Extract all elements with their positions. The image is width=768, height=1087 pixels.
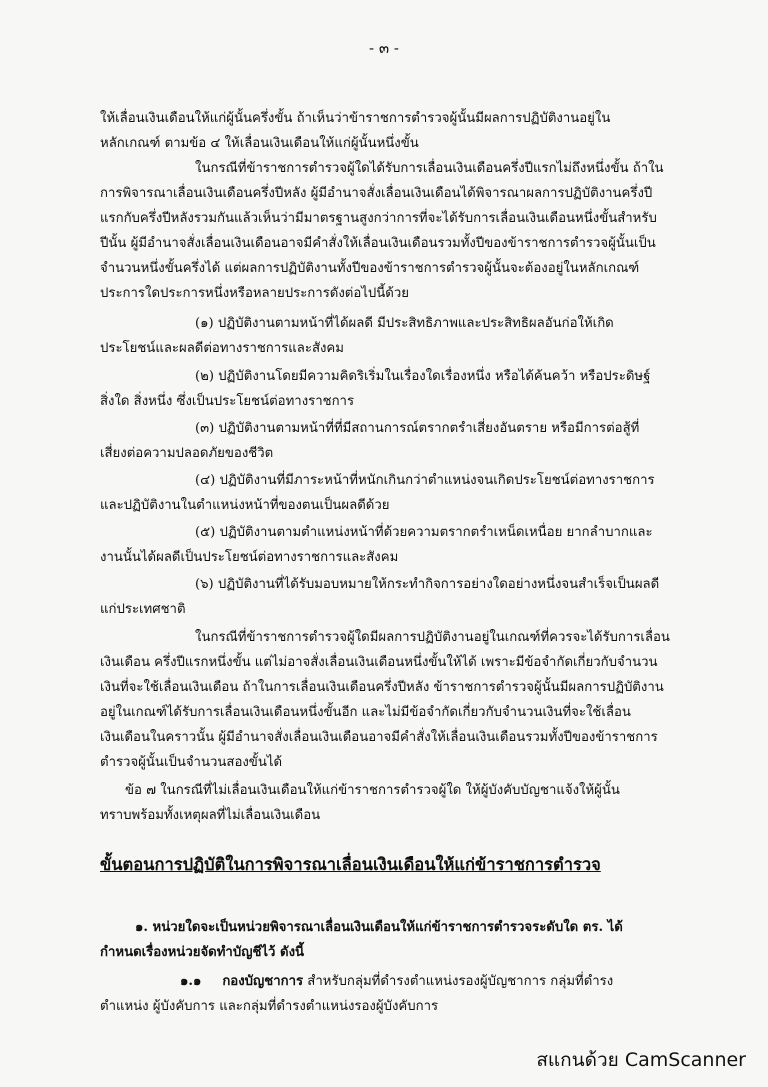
text-line: แรกกับครึ่งปีหลังรวมกันแล้วเห็นว่ามีมาตรฐานสูงกว่าการที่จะได้รับการเลื่อนเงินเดือนหนึ่งขั้นสำหรับ [100, 211, 657, 226]
sub-number: ๑.๑ [180, 974, 202, 989]
text-line: และปฏิบัติงานในตำแหน่งหน้าที่ของตนเป็นผลดีด้วย [100, 498, 390, 513]
text-line: สิ่งใด สิ่งหนึ่ง ซึ่งเป็นประโยชน์ต่อทางราชการ [100, 394, 355, 409]
text-line: ตำแหน่ง ผู้บังคับการ และกลุ่มที่ดำรงตำแหน่งรองผู้บังคับการ [100, 999, 439, 1014]
text-line: เงินเดือนในคราวนั้น ผู้มีอำนาจสั่งเลื่อนเงินเดือนอาจมีคำสั่งให้เลื่อนเงินเดือนรวมทั้งปีของข้าราชการ [100, 730, 658, 745]
text-line: ประการใดประการหนึ่งหรือหลายประการดังต่อไปนี้ด้วย [100, 286, 409, 301]
criteria-item: (๕) ปฏิบัติงานตามตำแหน่งหน้าที่ด้วยความตรากตรำเหน็ดเหนื่อย ยากลำบากและ [195, 525, 653, 540]
text-line: แก่ประเทศชาติ [100, 602, 186, 617]
text-line: งานนั้นได้ผลดีเป็นประโยชน์ต่อทางราชการและสังคม [100, 550, 399, 565]
text-line: ข้อ ๗ ในกรณีที่ไม่เลื่อนเงินเดือนให้แก่ข้าราชการตำรวจผู้ใด ให้ผู้บังคับบัญชาแจ้งให้ผู้นั้น [125, 783, 620, 798]
criteria-item: (๑) ปฏิบัติงานตามหน้าที่ได้ผลดี มีประสิทธิภาพและประสิทธิผลอันก่อให้เกิด [195, 316, 614, 331]
text-line: ให้เลื่อนเงินเดือนให้แก่ผู้นั้นครึ่งขั้น ถ้าเห็นว่าข้าราชการตำรวจผู้นั้นมีผลการปฏิบัติงานอยู่ใน [100, 111, 611, 126]
text-line: กำหนดเรื่องหน่วยจัดทำบัญชีไว้ ดังนี้ [100, 945, 305, 960]
text-line: ๑. หน่วยใดจะเป็นหน่วยพิจารณาเลื่อนเงินเดือนให้แก่ข้าราชการตำรวจระดับใด ตร. ได้ [135, 920, 623, 935]
sub-rest: สำหรับกลุ่มที่ดำรงตำแหน่งรองผู้บัญชาการ กลุ่มที่ดำรง [307, 974, 614, 989]
text-line: ปีนั้น ผู้มีอำนาจสั่งเลื่อนเงินเดือนอาจมีคำสั่งให้เลื่อนเงินเดือนรวมทั้งปีของข้าราชการตำรวจผู้นั้นเป็น [100, 236, 656, 251]
sub-title: กองบัญชาการ [222, 974, 304, 989]
page-number: - ๓ - [369, 39, 399, 57]
text-line: เสี่ยงต่อความปลอดภัยของชีวิต [100, 446, 274, 461]
criteria-item: (๒) ปฏิบัติงานโดยมีความคิดริเริ่มในเรื่องใดเรื่องหนึ่ง หรือได้ค้นคว้า หรือประดิษฐ์ [195, 369, 651, 384]
text-line: เงินเดือน ครึ่งปีแรกหนึ่งขั้น แต่ไม่อาจสั่งเลื่อนเงินเดือนหนึ่งขั้นให้ได้ เพราะมีข้อจำกัดเกี่ยวกับจำนวน [100, 655, 658, 670]
sub-item [180, 972, 613, 992]
scanner-watermark: สแกนด้วย CamScanner [536, 1049, 746, 1071]
text-line: หลักเกณฑ์ ตามข้อ ๔ ให้เลื่อนเงินเดือนให้แก่ผู้นั้นหนึ่งขั้น [100, 136, 419, 151]
text-line: ในกรณีที่ข้าราชการตำรวจผู้ใดมีผลการปฏิบัติงานอยู่ในเกณฑ์ที่ควรจะได้รับการเลื่อน [195, 630, 670, 645]
text-line: ทราบพร้อมทั้งเหตุผลที่ไม่เลื่อนเงินเดือน [100, 808, 321, 823]
text-line: จำนวนหนึ่งขั้นครึ่งได้ แต่ผลการปฏิบัติงานทั้งปีของข้าราชการตำรวจผู้นั้นจะต้องอยู่ในหลักเกณฑ์ [100, 261, 640, 276]
text-line: การพิจารณาเลื่อนเงินเดือนครึ่งปีหลัง ผู้มีอำนาจสั่งเลื่อนเงินเดือนได้พิจารณาผลการปฏิบัติงานครึ่งปี [100, 186, 653, 201]
criteria-item: (๓) ปฏิบัติงานตามหน้าที่ที่มีสถานการณ์ตรากตรำเสี่ยงอันตราย หรือมีการต่อสู้ที่ [195, 421, 640, 436]
criteria-item: (๖) ปฏิบัติงานที่ได้รับมอบหมายให้กระทำกิจการอย่างใดอย่างหนึ่งจนสำเร็จเป็นผลดี [195, 577, 660, 592]
text-line: ตำรวจผู้นั้นเป็นจำนวนสองขั้นได้ [100, 755, 283, 770]
text-line: เงินที่จะใช้เลื่อนเงินเดือน ถ้าในการเลื่อนเงินเดือนครึ่งปีหลัง ข้าราชการตำรวจผู้นั้นมีผลการปฏิบัติงาน [100, 680, 664, 695]
text-line: ประโยชน์และผลดีต่อทางราชการและสังคม [100, 341, 344, 356]
criteria-item: (๔) ปฏิบัติงานที่มีภาระหน้าที่หนักเกินกว่าตำแหน่งจนเกิดประโยชน์ต่อทางราชการ [195, 473, 655, 488]
text-line: ในกรณีที่ข้าราชการตำรวจผู้ใดได้รับการเลื่อนเงินเดือนครึ่งปีแรกไม่ถึงหนึ่งขั้น ถ้าใน [195, 161, 664, 176]
text-line: อยู่ในเกณฑ์ได้รับการเลื่อนเงินเดือนหนึ่งขั้นอีก และไม่มีข้อจำกัดเกี่ยวกับจำนวนเงินที่จะใช้เลื่อน [100, 705, 631, 720]
section-heading: ขั้นตอนการปฏิบัติในการพิจารณาเลื่อนเงินเดือนให้แก่ข้าราชการตำรวจ [100, 855, 601, 874]
